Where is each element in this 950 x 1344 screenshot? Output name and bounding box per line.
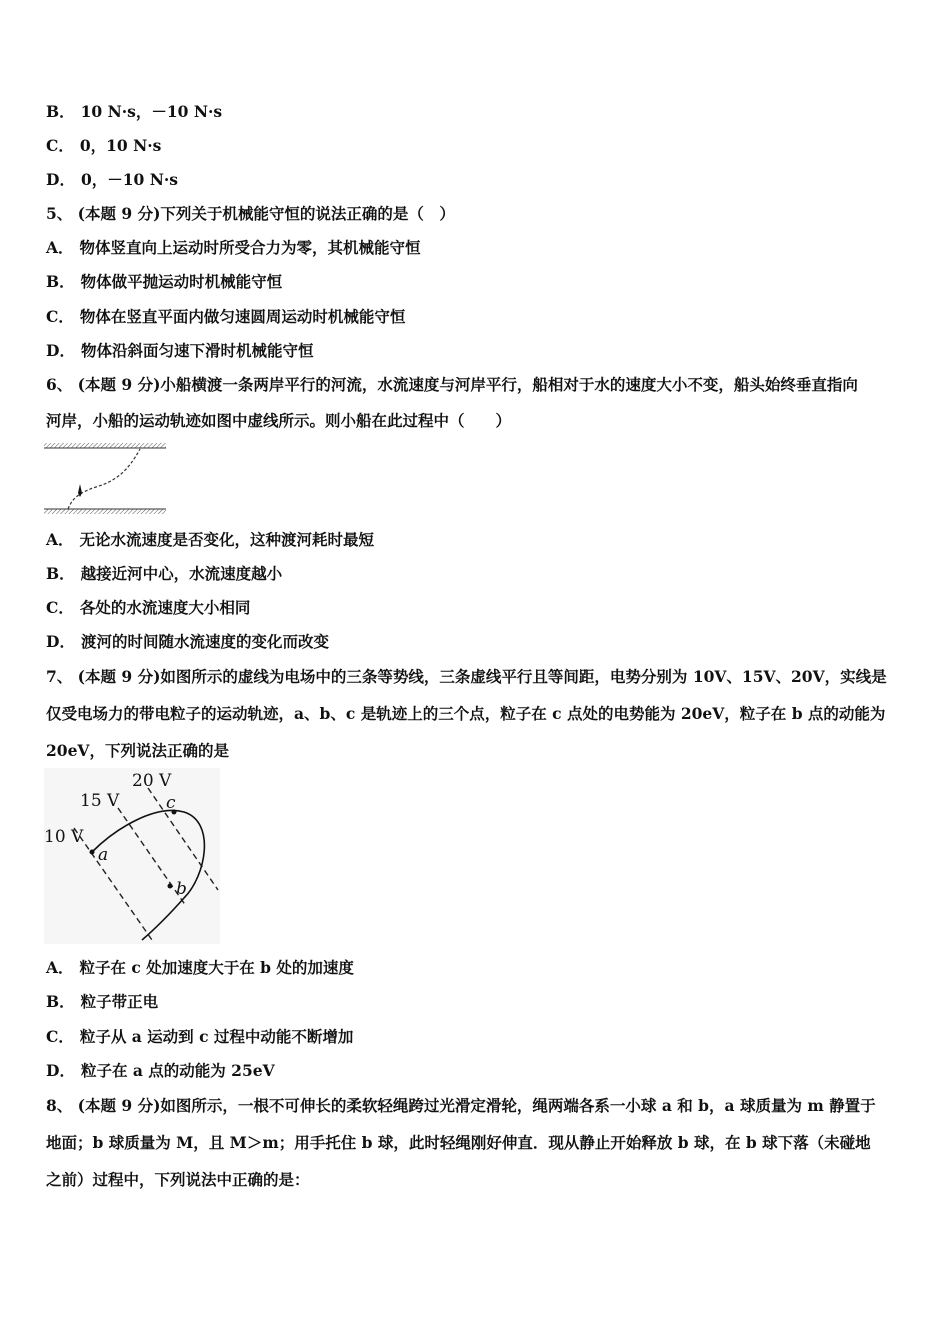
q7-stem-line2: 仅受电场力的带电粒子的运动轨迹，a、b、c 是轨迹上的三个点，粒子在 c 点处的电势能为 20eV，粒子在 b 点的动能为	[46, 704, 886, 723]
near-bank	[44, 509, 166, 514]
q5-option-c: C． 物体在竖直平面内做匀速圆周运动时机械能守恒	[46, 307, 406, 326]
q6-option-b: B． 越接近河中心，水流速度越小	[46, 564, 283, 583]
q4-option-b: B． 10 N·s，－10 N·s	[46, 102, 223, 121]
q7-stem-line1: 7、 (本题 9 分)如图所示的虚线为电场中的三条等势线，三条虚线平行且等间距，电势分别为 10V、15V、20V，实线是	[46, 667, 887, 686]
q6-option-d: D． 渡河的时间随水流速度的变化而改变	[46, 632, 329, 651]
q5-stem: 5、 (本题 9 分)下列关于机械能守恒的说法正确的是（ ）	[46, 204, 455, 223]
q5-option-d: D． 物体沿斜面匀速下滑时机械能守恒	[46, 341, 314, 360]
label-10v: 10 V	[44, 827, 84, 847]
q7-stem-line3: 20eV，下列说法正确的是	[46, 741, 229, 760]
q7-option-d: D． 粒子在 a 点的动能为 25eV	[46, 1061, 275, 1080]
q4-option-c: C． 0，10 N·s	[46, 136, 162, 155]
q6-stem-line1: 6、 (本题 9 分)小船横渡一条两岸平行的河流，水流速度与河岸平行，船相对于水的速度大小不变，船头始终垂直指向	[46, 375, 858, 394]
q8-stem-line3: 之前）过程中，下列说法中正确的是：	[46, 1170, 310, 1189]
point-a-label: a	[98, 845, 109, 865]
point-c-label: c	[166, 793, 176, 813]
boat-trajectory	[68, 449, 140, 509]
far-bank	[44, 443, 166, 448]
q7-option-a: A． 粒子在 c 处加速度大于在 b 处的加速度	[46, 958, 354, 977]
label-20v: 20 V	[132, 771, 172, 791]
q6-option-c: C． 各处的水流速度大小相同	[46, 598, 251, 617]
q6-option-a: A． 无论水流速度是否变化，这种渡河耗时最短	[46, 530, 375, 549]
q4-option-d: D． 0，－10 N·s	[46, 170, 178, 189]
q8-stem-line2: 地面；b 球质量为 M，且 M＞m；用手托住 b 球，此时轻绳刚好伸直．现从静止开始释放 b 球，在 b 球下落（未碰地	[46, 1133, 871, 1152]
q8-stem-line1: 8、 (本题 9 分)如图所示，一根不可伸长的柔软轻绳跨过光滑定滑轮，绳两端各系一小球 a 和 b，a 球质量为 m 静置于	[46, 1096, 876, 1115]
q5-option-a: A． 物体竖直向上运动时所受合力为零，其机械能守恒	[46, 238, 421, 257]
q6-stem-line2: 河岸，小船的运动轨迹如图中虚线所示。则小船在此过程中（ ）	[46, 411, 512, 430]
point-b-label: b	[176, 879, 187, 899]
q7-option-b: B． 粒子带正电	[46, 992, 159, 1011]
q5-option-b: B． 物体做平抛运动时机械能守恒	[46, 272, 283, 291]
q7-option-c: C． 粒子从 a 运动到 c 过程中动能不断增加	[46, 1027, 354, 1046]
river-boat-figure	[44, 441, 168, 517]
equipotential-figure	[44, 768, 220, 944]
label-15v: 15 V	[80, 791, 120, 811]
